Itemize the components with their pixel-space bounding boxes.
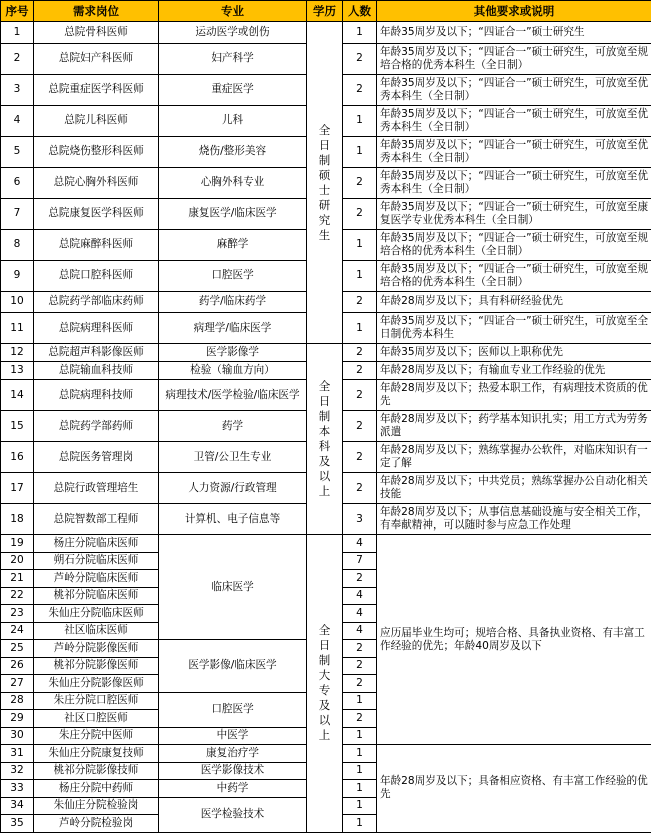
table-row	[1, 344, 651, 362]
education-master: 全日制硕士研究生	[307, 22, 343, 344]
row-post: 杨庄分院临床医师	[34, 535, 159, 553]
row-no: 17	[1, 473, 34, 504]
row-requirements: 年龄28周岁及以下；熟练掌握办公软件，对临床知识有一定了解	[377, 442, 651, 473]
row-major: 康复治疗学	[159, 745, 307, 763]
table-row	[1, 22, 651, 44]
row-count: 2	[343, 442, 377, 473]
row-major: 口腔医学	[159, 260, 307, 291]
row-count: 2	[343, 473, 377, 504]
row-no: 4	[1, 105, 34, 136]
row-major: 心胸外科专业	[159, 167, 307, 198]
row-count: 2	[343, 74, 377, 105]
row-count: 2	[343, 710, 377, 728]
row-requirements: 年龄35周岁及以下；“四证合一”硕士研究生	[377, 22, 651, 44]
row-major: 卫管/公卫生专业	[159, 442, 307, 473]
row-no: 34	[1, 797, 34, 815]
row-no: 25	[1, 640, 34, 658]
row-no: 23	[1, 605, 34, 623]
major-imaging: 医学影像/临床医学	[159, 640, 307, 693]
row-requirements: 年龄35周岁及以下；“四证合一”硕士研究生，可放宽至规培合格的优秀本科生（全日制）	[377, 229, 651, 260]
row-post: 总院心胸外科医师	[34, 167, 159, 198]
row-post: 桃祁分院影像医师	[34, 657, 159, 675]
row-count: 2	[343, 344, 377, 362]
row-post: 总院智数部工程师	[34, 504, 159, 535]
row-major: 人力资源/行政管理	[159, 473, 307, 504]
row-post: 桃祁分院临床医师	[34, 587, 159, 605]
row-requirements: 年龄35周岁及以下；“四证合一”硕士研究生，可放宽至优秀本科生（全日制）	[377, 105, 651, 136]
row-count: 4	[343, 605, 377, 623]
row-post: 社区口腔医师	[34, 710, 159, 728]
row-major: 医学影像学	[159, 344, 307, 362]
row-post: 总院行政管理培生	[34, 473, 159, 504]
header-requirements: 其他要求或说明	[377, 1, 651, 22]
row-post: 总院病理科技师	[34, 380, 159, 411]
header-education: 学历	[307, 1, 343, 22]
header-count: 人数	[343, 1, 377, 22]
row-requirements: 年龄35周岁及以下；“四证合一”硕士研究生，可放宽至规培合格的优秀本科生（全日制）	[377, 260, 651, 291]
row-post: 杨庄分院中药师	[34, 780, 159, 798]
row-post: 总院药学部药师	[34, 411, 159, 442]
row-count: 2	[343, 380, 377, 411]
row-post: 总院重症医学科医师	[34, 74, 159, 105]
row-no: 6	[1, 167, 34, 198]
row-count: 2	[343, 657, 377, 675]
row-no: 27	[1, 675, 34, 693]
row-count: 1	[343, 22, 377, 44]
row-count: 1	[343, 260, 377, 291]
row-no: 35	[1, 815, 34, 833]
row-count: 1	[343, 136, 377, 167]
row-post: 总院儿科医师	[34, 105, 159, 136]
row-major: 康复医学/临床医学	[159, 198, 307, 229]
row-post: 总院骨科医师	[34, 22, 159, 44]
row-requirements: 年龄35周岁及以下；“四证合一”硕士研究生，可放宽至全日制优秀本科生	[377, 313, 651, 344]
row-post: 桃祁分院影像技师	[34, 762, 159, 780]
row-no: 24	[1, 622, 34, 640]
row-major: 药学	[159, 411, 307, 442]
row-no: 7	[1, 198, 34, 229]
row-count: 2	[343, 291, 377, 313]
row-post: 芦岭分院临床医师	[34, 570, 159, 588]
row-no: 30	[1, 727, 34, 745]
row-post: 芦岭分院检验岗	[34, 815, 159, 833]
row-post: 朱庄分院中医师	[34, 727, 159, 745]
row-count: 1	[343, 762, 377, 780]
row-requirements: 年龄28周岁及以下；药学基本知识扎实；用工方式为劳务派遣	[377, 411, 651, 442]
row-post: 总院药学部临床药师	[34, 291, 159, 313]
row-post: 朱仙庄分院临床医师	[34, 605, 159, 623]
row-post: 总院医务管理岗	[34, 442, 159, 473]
row-no: 32	[1, 762, 34, 780]
row-requirements: 年龄35周岁及以下；“四证合一”硕士研究生，可放宽至优秀本科生（全日制）	[377, 167, 651, 198]
education-college: 全日制大专及以上	[307, 535, 343, 833]
row-count: 4	[343, 587, 377, 605]
header-major: 专业	[159, 1, 307, 22]
row-no: 29	[1, 710, 34, 728]
header-row	[1, 1, 651, 22]
row-major: 麻醉学	[159, 229, 307, 260]
row-count: 1	[343, 780, 377, 798]
row-requirements: 年龄35周岁及以下；“四证合一”硕士研究生，可放宽至优秀本科生（全日制）	[377, 74, 651, 105]
row-post: 社区临床医师	[34, 622, 159, 640]
row-major: 计算机、电子信息等	[159, 504, 307, 535]
row-no: 22	[1, 587, 34, 605]
row-post: 总院输血科技师	[34, 362, 159, 380]
row-count: 1	[343, 692, 377, 710]
row-count: 3	[343, 504, 377, 535]
row-post: 总院烧伤整形科医师	[34, 136, 159, 167]
row-major: 儿科	[159, 105, 307, 136]
education-bachelor: 全日制本科及以上	[307, 344, 343, 535]
row-major: 妇产科学	[159, 43, 307, 74]
row-no: 2	[1, 43, 34, 74]
row-count: 1	[343, 815, 377, 833]
row-requirements: 年龄28周岁及以下；具有科研经验优先	[377, 291, 651, 313]
row-post: 总院妇产科医师	[34, 43, 159, 74]
row-requirements: 年龄35周岁及以下；“四证合一”硕士研究生，可放宽至规培合格的优秀本科生（全日制）	[377, 43, 651, 74]
row-major: 检验（输血方向）	[159, 362, 307, 380]
row-post: 总院口腔科医师	[34, 260, 159, 291]
row-count: 1	[343, 745, 377, 763]
row-count: 4	[343, 622, 377, 640]
row-no: 15	[1, 411, 34, 442]
row-no: 14	[1, 380, 34, 411]
row-major: 医学影像技术	[159, 762, 307, 780]
row-no: 9	[1, 260, 34, 291]
row-no: 3	[1, 74, 34, 105]
row-no: 8	[1, 229, 34, 260]
row-post: 总院康复医学科医师	[34, 198, 159, 229]
header-no: 序号	[1, 1, 34, 22]
row-post: 总院病理科医师	[34, 313, 159, 344]
row-count: 1	[343, 229, 377, 260]
row-requirements: 年龄28周岁及以下；有输血专业工作经验的优先	[377, 362, 651, 380]
row-post: 总院超声科影像医师	[34, 344, 159, 362]
major-clinical: 临床医学	[159, 535, 307, 640]
row-no: 21	[1, 570, 34, 588]
row-no: 20	[1, 552, 34, 570]
row-no: 18	[1, 504, 34, 535]
row-count: 4	[343, 535, 377, 553]
row-requirements: 年龄28周岁及以下；从事信息基础设施与安全相关工作，有奉献精神，可以随时参与应急工作处理	[377, 504, 651, 535]
row-post: 朱庄分院口腔医师	[34, 692, 159, 710]
row-no: 28	[1, 692, 34, 710]
row-count: 1	[343, 727, 377, 745]
row-count: 2	[343, 198, 377, 229]
row-major: 重症医学	[159, 74, 307, 105]
major-dental: 口腔医学	[159, 692, 307, 727]
row-count: 2	[343, 570, 377, 588]
row-count: 2	[343, 167, 377, 198]
row-major: 病理学/临床医学	[159, 313, 307, 344]
row-no: 11	[1, 313, 34, 344]
row-no: 12	[1, 344, 34, 362]
row-no: 31	[1, 745, 34, 763]
row-requirements: 年龄28周岁及以下；热爱本职工作，有病理技术资质的优先	[377, 380, 651, 411]
row-no: 16	[1, 442, 34, 473]
row-no: 1	[1, 22, 34, 44]
row-no: 10	[1, 291, 34, 313]
row-count: 2	[343, 362, 377, 380]
row-major: 病理技术/医学检验/临床医学	[159, 380, 307, 411]
row-major: 中医学	[159, 727, 307, 745]
row-requirements: 年龄35周岁及以下；“四证合一”硕士研究生，可放宽至优秀本科生（全日制）	[377, 136, 651, 167]
row-count: 2	[343, 43, 377, 74]
row-post: 朱仙庄分院康复技师	[34, 745, 159, 763]
row-no: 19	[1, 535, 34, 553]
row-post: 朔石分院临床医师	[34, 552, 159, 570]
row-count: 2	[343, 675, 377, 693]
row-post: 朱仙庄分院检验岗	[34, 797, 159, 815]
row-requirements: 年龄35周岁及以下；医师以上职称优先	[377, 344, 651, 362]
row-count: 1	[343, 313, 377, 344]
row-count: 2	[343, 411, 377, 442]
major-lab: 医学检验技术	[159, 797, 307, 832]
row-post: 芦岭分院影像医师	[34, 640, 159, 658]
row-post: 朱仙庄分院影像医师	[34, 675, 159, 693]
row-count: 2	[343, 640, 377, 658]
row-no: 5	[1, 136, 34, 167]
requirements-college-b: 年龄28周岁及以下；具备相应资格、有丰富工作经验的优先	[377, 745, 651, 833]
row-no: 13	[1, 362, 34, 380]
table-row	[1, 535, 651, 553]
row-major: 运动医学或创伤	[159, 22, 307, 44]
row-no: 33	[1, 780, 34, 798]
requirements-college-a: 应历届毕业生均可；规培合格、具备执业资格、有丰富工作经验的优先；年龄40周岁及以下	[377, 535, 651, 745]
row-count: 7	[343, 552, 377, 570]
header-post: 需求岗位	[34, 1, 159, 22]
row-major: 药学/临床药学	[159, 291, 307, 313]
row-major: 中药学	[159, 780, 307, 798]
row-major: 烧伤/整形美容	[159, 136, 307, 167]
row-requirements: 年龄28周岁及以下；中共党员；熟练掌握办公自动化相关技能	[377, 473, 651, 504]
row-requirements: 年龄35周岁及以下；“四证合一”硕士研究生，可放宽至康复医学专业优秀本科生（全日制）	[377, 198, 651, 229]
row-no: 26	[1, 657, 34, 675]
row-post: 总院麻醉科医师	[34, 229, 159, 260]
row-count: 1	[343, 797, 377, 815]
row-count: 1	[343, 105, 377, 136]
